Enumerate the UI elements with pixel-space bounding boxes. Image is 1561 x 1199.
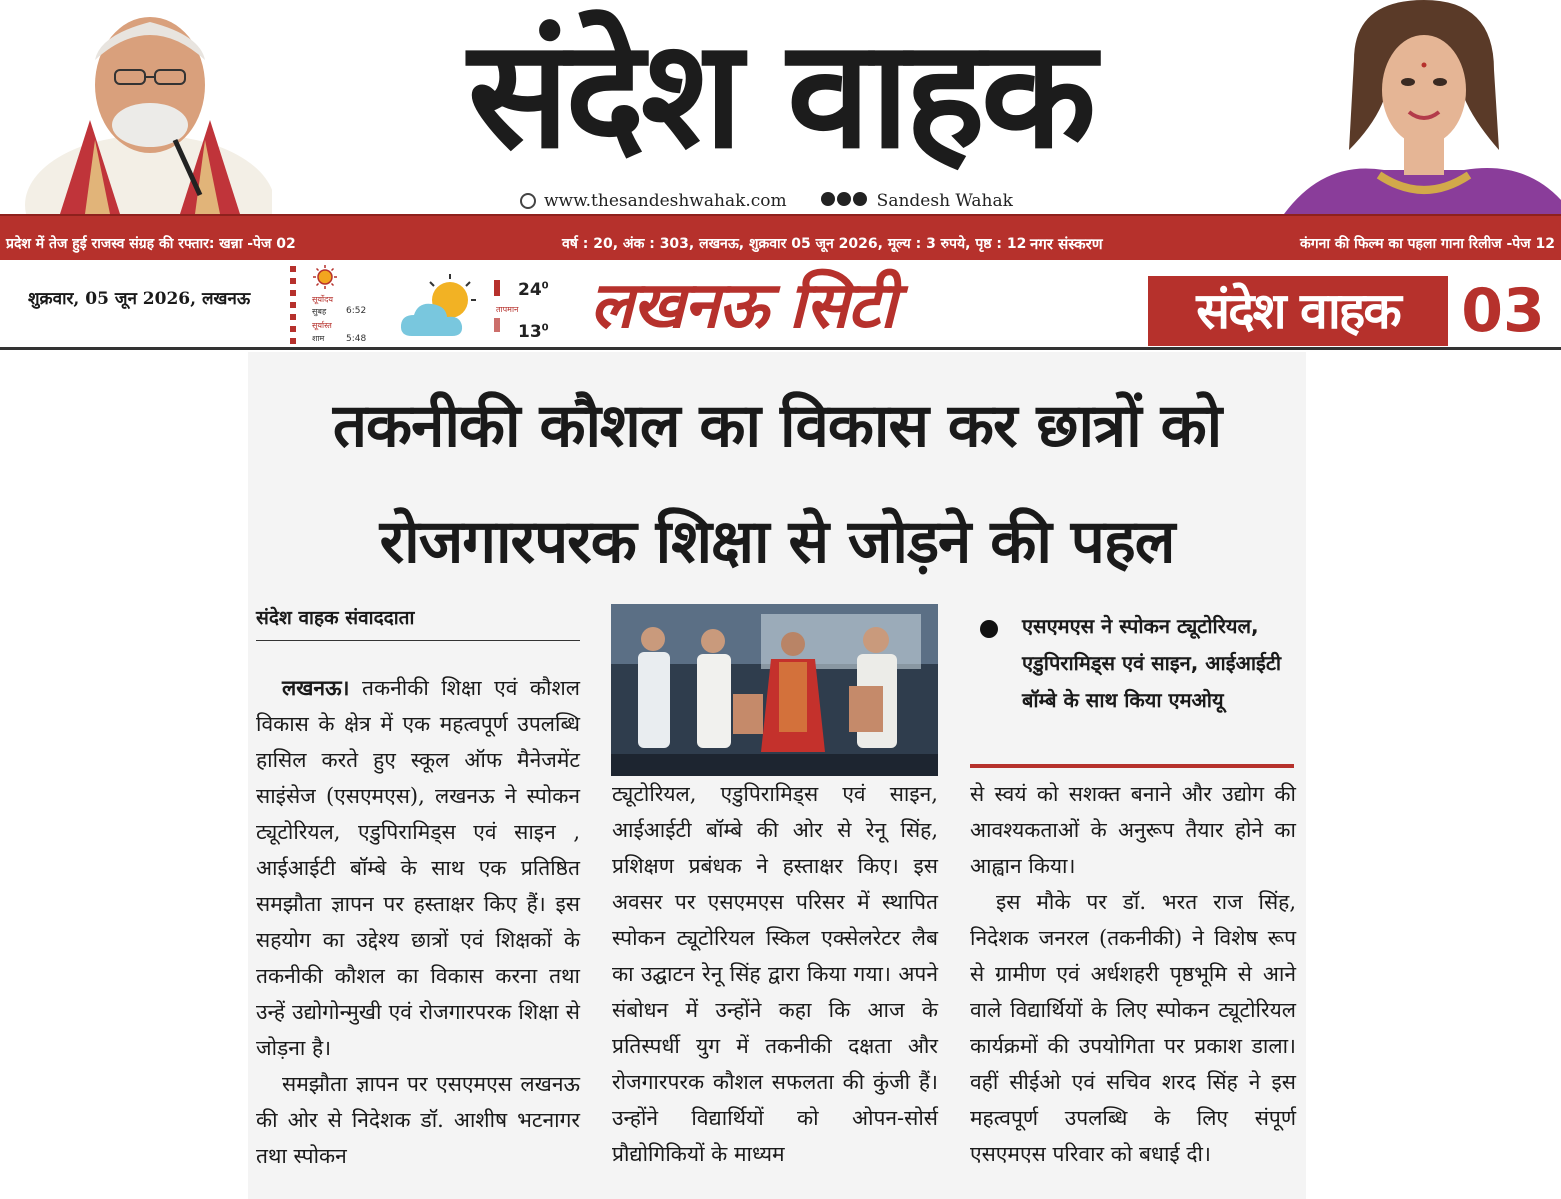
headline-line-1: तकनीकी कौशल का विकास कर छात्रों को (332, 391, 1222, 461)
column-1-paragraph-1: लखनऊ। तकनीकी शिक्षा एवं कौशल विकास के क्षेत्र में एक महत्वपूर्ण उपलब्धि हासिल करते हुए स्कूल ऑफ मैनेजमेंट साइंसेज (एसएमएस), लखनऊ ने स्पोकन ट्यूटोरियल, एडुपिरामिड्स एवं साइन , आईआईटी बॉम्बे के साथ एक प्रतिष्ठित समझौता ज्ञापन पर हस्ताक्षर किए हैं। इस सहयोग का उद्देश्य छात्रों एवं शिक्षकों के तकनीकी कौशल का विकास करना तथा उन्हें उद्योगोन्मुखी एवं रोजगारपरक शिक्षा से जोड़ना है। (256, 675, 580, 1060)
bullet-text: एसएमएस ने स्पोकन ट्यूटोरियल, एडुपिरामिड्स एवं साइन, आईआईटी बॉम्बे के साथ किया एमओयू (1022, 614, 1282, 712)
sunset-label: सूर्यास्त (312, 321, 332, 330)
city-section-band (0, 260, 1561, 350)
issue-info: वर्ष : 20, अंक : 303, लखनऊ, शुक्रवार 05 जून 2026, मूल्य : 3 रुपये, पृष्ठ : 12 (562, 236, 1027, 252)
website-url[interactable]: www.thesandeshwahak.com (544, 191, 787, 211)
partly-cloudy-icon (398, 270, 482, 344)
sunset-time-label: शाम (312, 334, 325, 343)
edition-label: नगर संस्करण (1030, 235, 1103, 253)
column-2-paragraph: ट्यूटोरियल, एडुपिरामिड्स एवं साइन, आईआईटी बॉम्बे की ओर से रेनू सिंह, प्रशिक्षण प्रबंधक ने हस्ताक्षर किए। इस अवसर पर एसएमएस परिसर में स्थापित स्पोकन ट्यूटोरियल स्किल एक्सेलरेटर लैब का उद्घाटन रेनू सिंह द्वारा किया गया। अपने संबोधन में उन्होंने कहा कि आज के प्रतिस्पर्धी युग में तकनीकी दक्षता और रोजगारपरक कौशल सफलता की कुंजी हैं। उन्होंने विद्यार्थियों को ओपन-सोर्स प्रौद्योगिकियों के माध्यम (612, 782, 938, 1166)
sunrise-time: 6:52 (346, 306, 367, 316)
headline (248, 368, 1306, 600)
section-title: लखनऊ सिटी (590, 269, 896, 343)
left-teaser[interactable]: प्रदेश में तेज हुई राजस्व संग्रह की रफ्तार: खन्ना -पेज 02 (6, 236, 296, 252)
right-teaser[interactable]: कंगना की फिल्म का पहला गाना रिलीज -पेज 12 (1299, 236, 1555, 252)
top-info-strip (0, 214, 1561, 260)
thermometer-low-icon (494, 318, 500, 332)
page-number: 03 (1461, 276, 1545, 346)
byline: संदेश वाहक संवाददाता (256, 607, 415, 629)
column-1-paragraph-2: समझौता ज्ञापन पर एसएमएस लखनऊ की ओर से निदेशक डॉ. आशीष भटनागर तथा स्पोकन (256, 1072, 580, 1168)
social-handle: Sandesh Wahak (876, 191, 1013, 211)
date-line: शुक्रवार, 05 जून 2026, लखनऊ (28, 289, 251, 309)
thermometer-icon (494, 280, 500, 296)
article (248, 352, 1306, 1199)
sun-icon (312, 264, 338, 290)
masthead-photo-right (1284, 0, 1561, 214)
headline-line-2: रोजगारपरक शिक्षा से जोड़ने की पहल (379, 507, 1175, 577)
bullet-dot-icon (980, 620, 998, 638)
article-photo[interactable] (611, 604, 938, 776)
website-line (520, 190, 1060, 212)
dotted-divider (290, 266, 296, 344)
column-3-paragraph-2: इस मौके पर डॉ. भरत राज सिंह, निदेशक जनरल (तकनीकी) ने विशेष रूप से ग्रामीण एवं अर्धशहरी पृष्ठभूमि से आने वाले विद्यार्थियों के लिए स्पोकन ट्यूटोरियल कार्यक्रमों की उपयोगिता पर प्रकाश डाला। वहीं सीईओ एवं सचिव शरद सिंह ने इस महत्वपूर्ण उपलब्धि के लिए संपूर्ण एसएमएस परिवार को बधाई दी। (970, 890, 1296, 1166)
column-2 (612, 776, 938, 1172)
sunrise-label: सूर्योदय (312, 295, 334, 304)
masthead-title: संदेश वाहक (467, 8, 1093, 182)
bullet-divider (970, 764, 1294, 768)
social-icons (821, 191, 869, 211)
sunset-time: 5:48 (346, 334, 367, 344)
paper-name-box: संदेश वाहक (1148, 276, 1448, 346)
column-1 (256, 670, 580, 1174)
temp-max: $24^0$ (518, 280, 549, 300)
dateline: लखनऊ। (282, 675, 350, 700)
globe-icon (520, 193, 536, 209)
temp-min: $13^0$ (518, 322, 549, 342)
masthead (0, 0, 1561, 214)
byline-divider (256, 640, 580, 641)
masthead-photo-left (0, 0, 272, 214)
column-3-paragraph-1: से स्वयं को सशक्त बनाने और उद्योग की आवश्यकताओं के अनुरूप तैयार होने का आह्वान किया। (970, 782, 1296, 878)
temperature-label: तापमान (496, 305, 519, 314)
sunrise-time-label: सुबह (312, 307, 327, 316)
column-3 (970, 776, 1296, 1172)
